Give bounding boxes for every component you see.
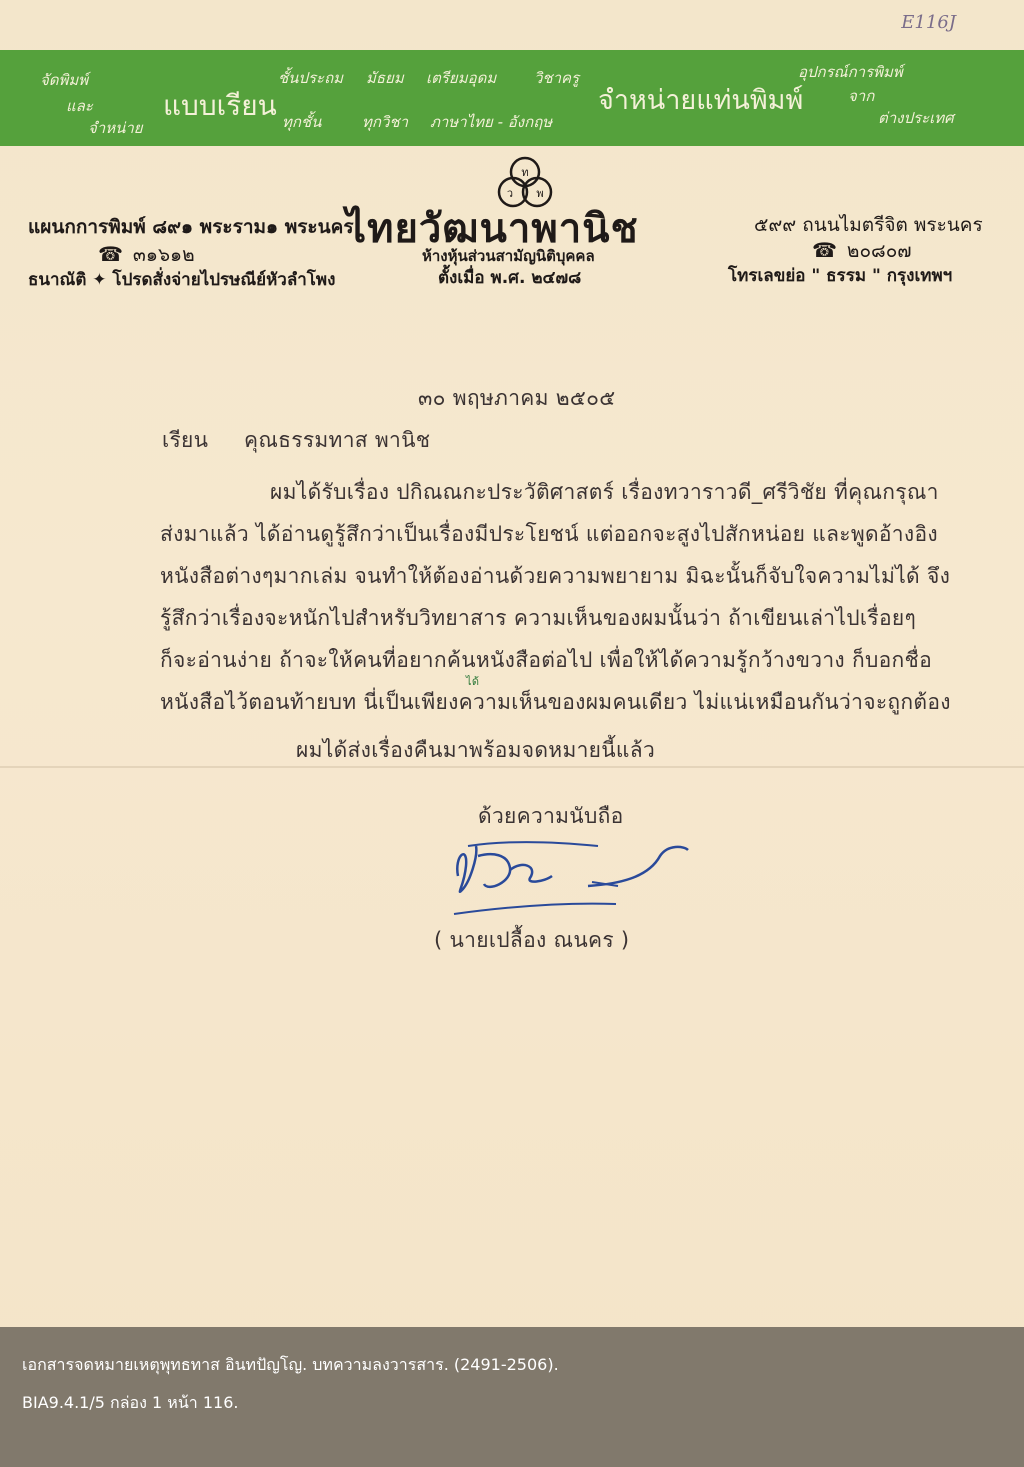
phone-icon: ☎ (812, 238, 837, 262)
banner-row2-c: ภาษาไทย - อังกฤษ (430, 113, 553, 131)
logo-letter-right: พ (536, 187, 544, 200)
banner-row1-d: วิชาครู (534, 69, 580, 87)
letterhead-telegram: โทรเลขย่อ " ธรรม " กรุงเทพฯ (728, 266, 953, 286)
letterhead-left-payment: ธนาณัติ ✦ โปรดสั่งจ่ายไปรษณีย์หัวลำโพง (28, 270, 336, 290)
archive-caption (0, 1327, 1024, 1467)
caption-line-2: BIA9.4.1/5 กล่อง 1 หน้า 116. (22, 1393, 239, 1412)
letter-line: ก็จะอ่านง่าย ถ้าจะให้คนที่อยากค้นหนังสือต่อไป เพื่อให้ได้ความรู้กว้างขวาง ก็บอกชื่อ (160, 648, 932, 672)
letter-date: ๓๐ พฤษภาคม ๒๕๐๕ (418, 386, 616, 410)
letter-line: หนังสือต่างๆมากเล่ม จนทำให้ต้องอ่านด้วยความพยายาม มิฉะนั้นก็จับใจความไม่ได้ จึง (160, 564, 951, 588)
company-type: ห้างหุ้นส่วนสามัญนิติบุคคล (422, 247, 595, 265)
letter-recipient: คุณธรรมทาส พานิช (244, 428, 431, 452)
banner-right-top: อุปกรณ์การพิมพ์ (798, 63, 903, 81)
banner-main-left: แบบเรียน (163, 90, 277, 121)
banner-right-mid: จาก (848, 87, 875, 105)
letter-line: หนังสือไว้ตอนท้ายบท นี่เป็นเพียงความเห็นของผมคนเดียว ไม่แน่เหมือนกันว่าจะถูกต้อง (160, 690, 951, 714)
letter-line: รู้สึกว่าเรื่องจะหนักไปสำหรับวิทยาสาร ความเห็นของผมนั้นว่า ถ้าเขียนเล่าไปเรื่อยๆ (160, 606, 917, 630)
banner-row1-a: ชั้นประถม (278, 69, 344, 87)
phone-icon: ☎ (98, 242, 123, 266)
letterhead-right-address: ๕๙๙ ถนนไมตรีจิต พระนคร (754, 214, 983, 236)
signer-name: ( นายเปลื้อง ณนคร ) (434, 928, 630, 952)
letterhead-left-address: แผนกการพิมพ์ ๘๙๑ พระราม๑ พระนคร (28, 216, 354, 238)
logo-letter-top: ท (521, 166, 529, 179)
letter-line: ส่งมาแล้ว ได้อ่านดูรู้สึกว่าเป็นเรื่องมีประโยชน์ แต่ออกจะสูงไปสักหน่อย และพูดอ้างอิง (160, 522, 938, 546)
letterhead-left-phone: ๓๑๖๑๒ (132, 244, 195, 266)
banner-main-right: จำหน่ายแท่นพิมพ์ (598, 85, 804, 115)
banner-left-mid: และ (66, 97, 93, 115)
signature-icon (448, 826, 698, 922)
handwritten-insertion: ได้ (466, 675, 480, 688)
banner-left-top: จัดพิมพ์ (40, 71, 89, 89)
reference-number: E116J (901, 12, 956, 33)
banner-left-bot: จำหน่าย (88, 119, 143, 137)
caption-line-1: เอกสารจดหมายเหตุพุทธทาส อินทปัญโญ. บทความลงวารสาร. (2491-2506). (22, 1355, 559, 1374)
banner-row1-c: เตรียมอุดม (426, 69, 497, 87)
letterhead-right-phone: ๒๐๘๐๗ (846, 240, 912, 262)
banner-right-bot: ต่างประเทศ (878, 109, 954, 127)
letter-salutation: เรียน (162, 428, 209, 452)
letter-line: ผมได้รับเรื่อง ปกิณณกะประวัติศาสตร์ เรื่องทวาราวดี_ศรีวิชัย ที่คุณกรุณา (270, 480, 939, 504)
company-founded: ตั้งเมื่อ พ.ศ. ๒๔๗๘ (438, 268, 582, 288)
banner-row2-b: ทุกวิชา (362, 113, 408, 131)
banner-row1-b: มัธยม (366, 69, 404, 87)
company-name: ไทยวัฒนาพานิช (346, 206, 639, 252)
banner-row2-a: ทุกชั้น (282, 113, 322, 131)
green-banner (0, 50, 1024, 146)
letter-line: ผมได้ส่งเรื่องคืนมาพร้อมจดหมายนี้แล้ว (296, 738, 656, 762)
logo-letter-left: ว (506, 187, 514, 200)
letter-closing: ด้วยความนับถือ (478, 804, 624, 828)
